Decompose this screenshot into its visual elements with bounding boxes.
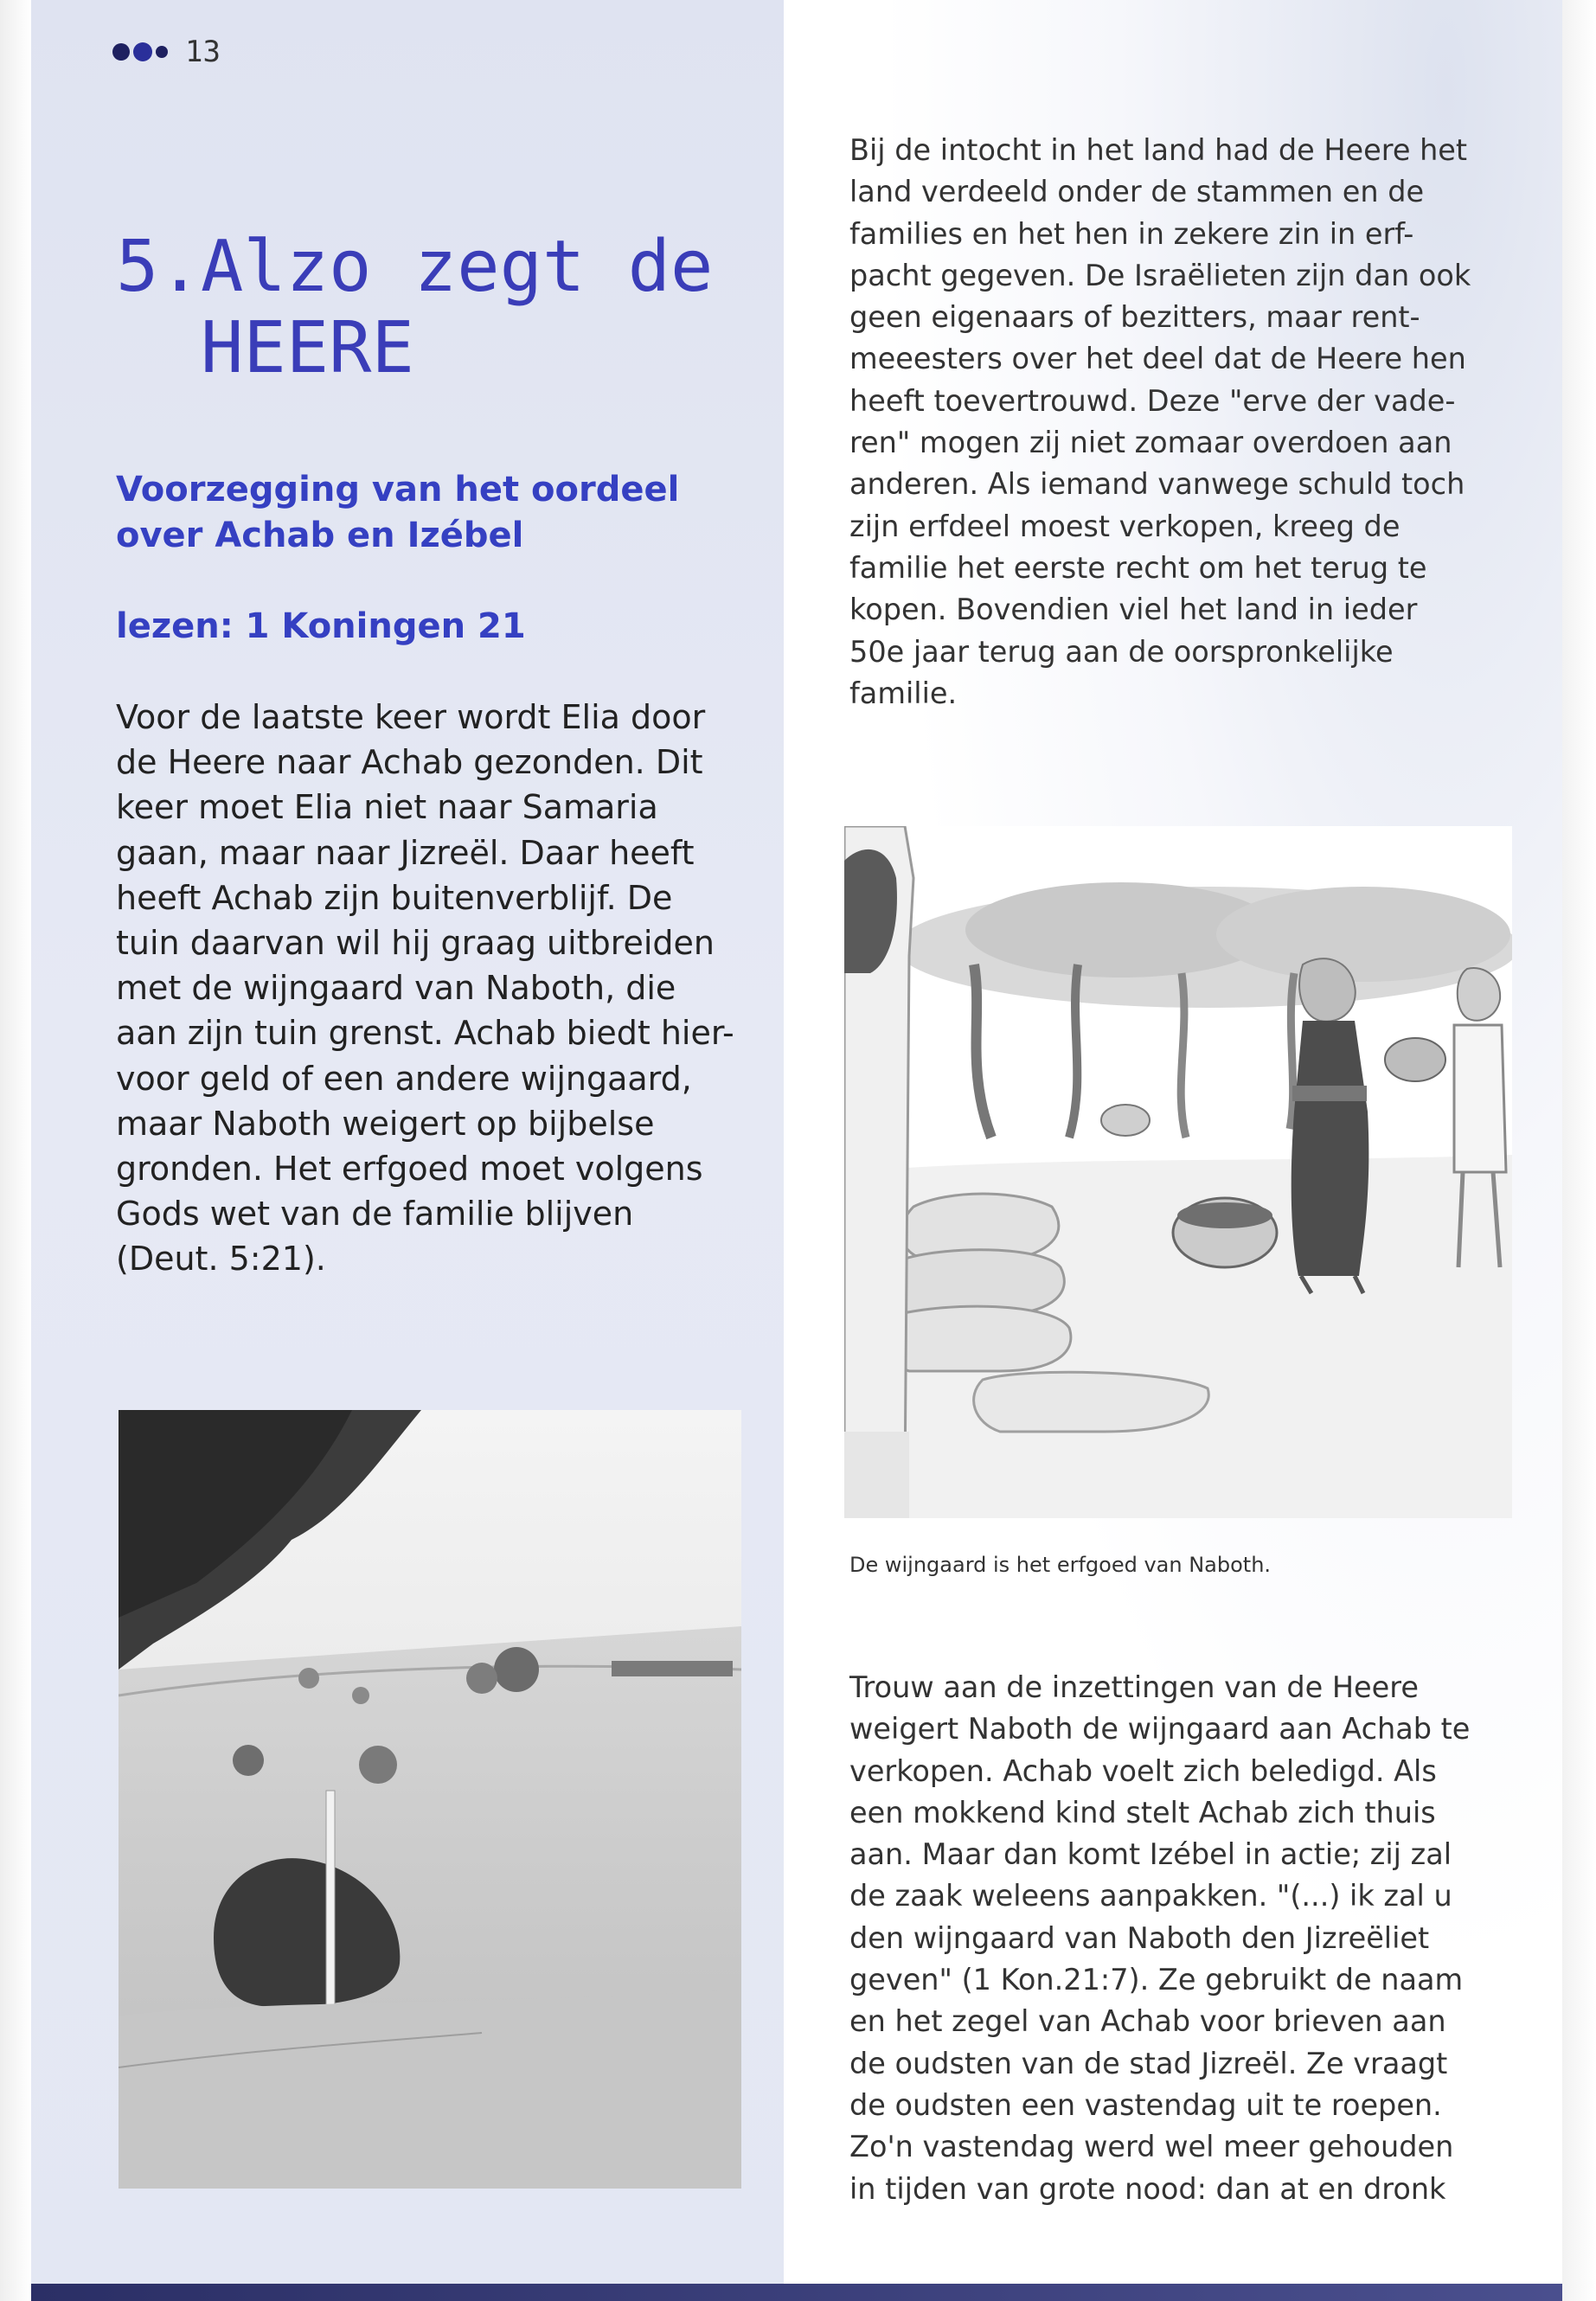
text-line: pacht gegeven. De Israëlieten zijn dan ook xyxy=(849,258,1471,292)
intro-line: gaan, maar naar Jizreël. Daar heeft xyxy=(116,833,695,872)
intro-line: heeft Achab zijn buitenverblijf. De xyxy=(116,878,673,917)
text-line: zijn erfdeel moest verkopen, kreeg de xyxy=(849,509,1401,543)
page-binding-edge xyxy=(0,0,31,2301)
chapter-number: 5. xyxy=(116,226,202,308)
illustration-caption: De wijngaard is het erfgoed van Naboth. xyxy=(849,1553,1272,1577)
right-column-bottom-paragraph xyxy=(849,1667,1542,2210)
page-right-edge xyxy=(1562,0,1596,2301)
intro-line: aan zijn tuin grenst. Achab biedt hier- xyxy=(116,1014,734,1053)
text-line: geen eigenaars of bezitters, maar rent- xyxy=(849,300,1420,335)
intro-line: keer moet Elia niet naar Samaria xyxy=(116,788,658,827)
section-heading xyxy=(116,467,739,559)
text-line: en het zegel van Achab voor brieven aan xyxy=(849,2004,1446,2039)
text-line: aan. Maar dan komt Izébel in actie; zij zal xyxy=(849,1837,1452,1872)
text-line: verkopen. Achab voelt zich beledigd. Als xyxy=(849,1753,1437,1788)
right-column-top-paragraph xyxy=(849,130,1542,715)
page-number-text: 13 xyxy=(185,35,221,69)
text-line: den wijngaard van Naboth den Jizreëliet xyxy=(849,1920,1430,1955)
text-line: de zaak weleens aanpakken. "(...) ik zal u xyxy=(849,1879,1452,1913)
reading-reference: lezen: 1 Koningen 21 xyxy=(116,606,526,646)
text-line: familie. xyxy=(849,676,958,710)
chapter-title xyxy=(116,227,721,389)
text-line: anderen. Als iemand vanwege schuld toch xyxy=(849,467,1465,502)
text-line: in tijden van grote nood: dan at en dronk xyxy=(849,2171,1446,2206)
intro-line: de Heere naar Achab gezonden. Dit xyxy=(116,743,703,782)
text-line: Trouw aan de inzettingen van de Heere xyxy=(849,1670,1419,1704)
intro-line: Voor de laatste keer wordt Elia door xyxy=(116,698,706,736)
chapter-title-line2: HEERE xyxy=(201,307,414,389)
page-dot-icon xyxy=(156,46,168,58)
intro-line: tuin daarvan wil hij graag uitbreiden xyxy=(116,924,715,963)
text-line: een mokkend kind stelt Achab zich thuis xyxy=(849,1795,1436,1830)
text-line: weigert Naboth de wijngaard aan Achab te xyxy=(849,1712,1471,1747)
vineyard-illustration-drawing xyxy=(844,826,1512,1518)
landscape-photo xyxy=(119,1410,741,2189)
text-line: de oudsten een vastendag uit te roepen. xyxy=(849,2087,1442,2122)
intro-paragraph xyxy=(116,695,782,1282)
page-dot-icon xyxy=(133,42,152,61)
text-line: ren" mogen zij niet zomaar overdoen aan xyxy=(849,426,1452,460)
intro-line: (Deut. 5:21). xyxy=(116,1240,326,1279)
text-line: Zo'n vastendag werd wel meer gehouden xyxy=(849,2130,1454,2164)
intro-line: met de wijngaard van Naboth, die xyxy=(116,969,676,1008)
landscape-photo-drawing xyxy=(119,1410,741,2189)
page-number xyxy=(112,35,221,69)
text-line: familie het eerste recht om het terug te xyxy=(849,550,1427,585)
intro-line: gronden. Het erfgoed moet volgens xyxy=(116,1150,703,1189)
intro-line: Gods wet van de familie blijven xyxy=(116,1195,634,1234)
vineyard-illustration xyxy=(844,826,1512,1518)
text-line: geven" (1 Kon.21:7). Ze gebruikt de naam xyxy=(849,1963,1464,1997)
text-line: 50e jaar terug aan de oorspronkelijke xyxy=(849,634,1394,669)
bottom-color-strip xyxy=(31,2284,1562,2301)
text-line: families en het hen in zekere zin in erf- xyxy=(849,216,1414,251)
text-line: meeesters over het deel dat de Heere hen xyxy=(849,342,1466,376)
page-dot-icon xyxy=(112,43,130,61)
intro-line: maar Naboth weigert op bijbelse xyxy=(116,1104,655,1143)
text-line: heeft toevertrouwd. Deze "erve der vade- xyxy=(849,383,1456,418)
intro-line: voor geld of een andere wijngaard, xyxy=(116,1059,692,1098)
text-line: land verdeeld onder de stammen en de xyxy=(849,175,1425,209)
text-line: Bij de intocht in het land had de Heere het xyxy=(849,133,1468,167)
text-line: de oudsten van de stad Jizreël. Ze vraagt xyxy=(849,2046,1448,2080)
section-heading-line1: Voorzegging van het oordeel xyxy=(116,470,680,510)
chapter-title-line1: Alzo zegt de xyxy=(201,226,714,308)
text-line: kopen. Bovendien viel het land in ieder xyxy=(849,593,1418,627)
section-heading-line2: over Achab en Izébel xyxy=(116,516,524,555)
